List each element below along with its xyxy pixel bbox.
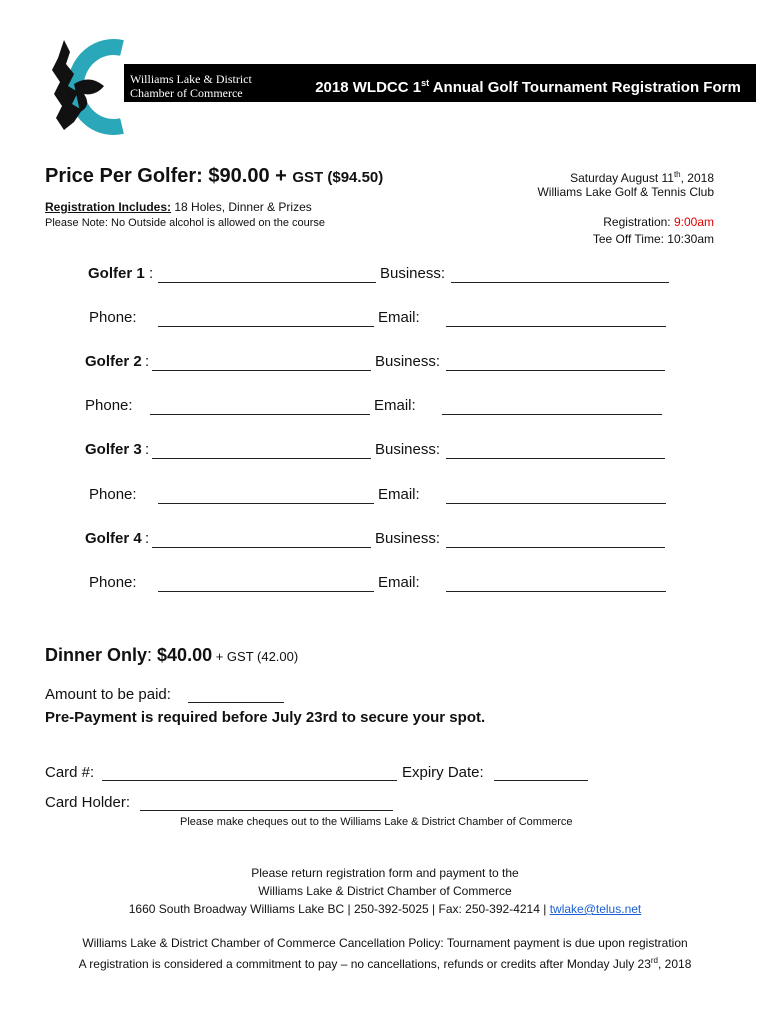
cancellation-line-2 xyxy=(0,952,770,973)
price-gst: GST ($94.50) xyxy=(292,169,384,186)
dinner-gst: + GST (42.00) xyxy=(212,649,299,664)
golfer-3-business-field[interactable] xyxy=(446,444,665,459)
golfer-4-business-field[interactable] xyxy=(446,533,665,548)
org-name xyxy=(130,72,252,100)
card-holder-label: Card Holder: xyxy=(45,794,131,811)
email-link[interactable]: twlake@telus.net xyxy=(549,902,642,916)
return-address-text: 1660 South Broadway Williams Lake BC | 250-392-5025 | Fax: 250-392-4214 | xyxy=(128,902,550,916)
golfer-4-row xyxy=(0,530,770,554)
golfer-4-label: Golfer 4 xyxy=(85,530,142,547)
return-line-2: Williams Lake & District Chamber of Commerce xyxy=(258,884,512,898)
expiry-date-field[interactable] xyxy=(494,766,588,781)
golfer-4-email-label: Email: xyxy=(378,574,420,591)
golfer-1-contact-row xyxy=(0,309,770,333)
alcohol-note: Please Note: No Outside alcohol is allowed on the course xyxy=(45,217,326,229)
card-number-field[interactable] xyxy=(102,766,397,781)
cancellation-line-1: Williams Lake & District Chamber of Commerce Cancellation Policy: Tournament payment is due upon registration xyxy=(82,936,688,950)
registration-time-value: 9:00am xyxy=(673,215,714,229)
dinner-price: $40.00 xyxy=(157,645,213,665)
return-line-1: Please return registration form and payment to the xyxy=(251,866,519,880)
golfer-2-business-label: Business: xyxy=(375,353,441,370)
golfer-colon: : xyxy=(145,441,150,458)
event-venue: Williams Lake Golf & Tennis Club xyxy=(537,185,714,199)
event-date-sup: th xyxy=(673,170,681,179)
golfer-3-row xyxy=(0,441,770,465)
golfer-1-name-field[interactable] xyxy=(158,268,376,283)
golfer-2-row xyxy=(0,353,770,377)
price-main: Price Per Golfer: $90.00 + xyxy=(45,165,293,187)
cancellation-line-2-post: , 2018 xyxy=(658,957,692,971)
golfer-4-business-label: Business: xyxy=(375,530,441,547)
golfer-2-contact-row xyxy=(0,397,770,421)
golfer-colon: : xyxy=(145,530,150,547)
golfer-4-name-field[interactable] xyxy=(152,533,371,548)
golfer-1-label: Golfer 1 xyxy=(88,265,145,282)
event-date-post: , 2018 xyxy=(680,171,714,185)
golfer-4-email-field[interactable] xyxy=(446,577,666,592)
dinner-only xyxy=(45,645,298,666)
golfer-3-business-label: Business: xyxy=(375,441,441,458)
golfer-2-label: Golfer 2 xyxy=(85,353,142,370)
golfer-3-email-label: Email: xyxy=(378,486,420,503)
form-title-pre: 2018 WLDCC 1 xyxy=(315,79,422,96)
golfer-2-phone-label: Phone: xyxy=(85,397,133,414)
registration-includes-value: 18 Holes, Dinner & Prizes xyxy=(171,200,312,214)
cancellation-line-2-pre: A registration is considered a commitment to pay – no cancellations, refunds or credits after Monday July 23 xyxy=(78,957,651,971)
card-holder-field[interactable] xyxy=(140,796,393,811)
golfer-1-row xyxy=(0,265,770,289)
golfer-1-email-label: Email: xyxy=(378,309,420,326)
golfer-3-phone-field[interactable] xyxy=(158,489,374,504)
dinner-colon: : xyxy=(147,645,158,665)
price-per-golfer xyxy=(45,165,383,188)
golfer-2-phone-field[interactable] xyxy=(150,400,370,415)
golfer-3-contact-row xyxy=(0,486,770,510)
golfer-3-name-field[interactable] xyxy=(152,444,371,459)
amount-field[interactable] xyxy=(188,688,284,703)
golfer-2-email-label: Email: xyxy=(374,397,416,414)
org-name-line1: Williams Lake & District xyxy=(130,72,252,86)
golfer-2-email-field[interactable] xyxy=(442,400,662,415)
prepay-notice: Pre-Payment is required before July 23rd to secure your spot. xyxy=(45,709,486,726)
org-name-line2: Chamber of Commerce xyxy=(130,86,243,100)
registration-time-label: Registration: xyxy=(603,215,674,229)
form-title-sup: st xyxy=(421,78,430,88)
cancellation-line-2-sup: rd xyxy=(650,956,659,965)
amount-to-be-paid xyxy=(45,686,171,703)
golfer-3-phone-label: Phone: xyxy=(89,486,137,503)
golfer-colon: : xyxy=(145,353,150,370)
golfer-colon: : xyxy=(149,265,154,282)
golfer-3-email-field[interactable] xyxy=(446,489,666,504)
golfer-4-phone-label: Phone: xyxy=(89,574,137,591)
golfer-4-phone-field[interactable] xyxy=(158,577,374,592)
return-address xyxy=(0,900,770,918)
golfer-1-business-field[interactable] xyxy=(451,268,669,283)
golfer-1-email-field[interactable] xyxy=(446,312,666,327)
chamber-logo-icon xyxy=(44,34,130,140)
event-date-pre: Saturday August 11 xyxy=(570,171,674,185)
tee-off-time: Tee Off Time: 10:30am xyxy=(592,232,714,246)
cheques-note: Please make cheques out to the Williams Lake & District Chamber of Commerce xyxy=(180,816,573,828)
golfer-4-contact-row xyxy=(0,574,770,598)
form-title xyxy=(300,64,756,102)
card-number-label: Card #: xyxy=(45,764,95,781)
registration-includes-label: Registration Includes: xyxy=(45,200,172,214)
form-title-post: Annual Golf Tournament Registration Form xyxy=(429,79,741,96)
golfer-1-phone-label: Phone: xyxy=(89,309,137,326)
golfer-2-name-field[interactable] xyxy=(152,356,371,371)
golfer-2-business-field[interactable] xyxy=(446,356,665,371)
registration-includes xyxy=(45,200,312,214)
expiry-date-label: Expiry Date: xyxy=(402,764,484,781)
golfer-1-phone-field[interactable] xyxy=(158,312,374,327)
amount-label: Amount to be paid: xyxy=(45,686,171,703)
golfer-3-label: Golfer 3 xyxy=(85,441,142,458)
golfer-1-business-label: Business: xyxy=(380,265,446,282)
registration-time xyxy=(603,214,714,231)
dinner-label: Dinner Only xyxy=(45,645,148,665)
